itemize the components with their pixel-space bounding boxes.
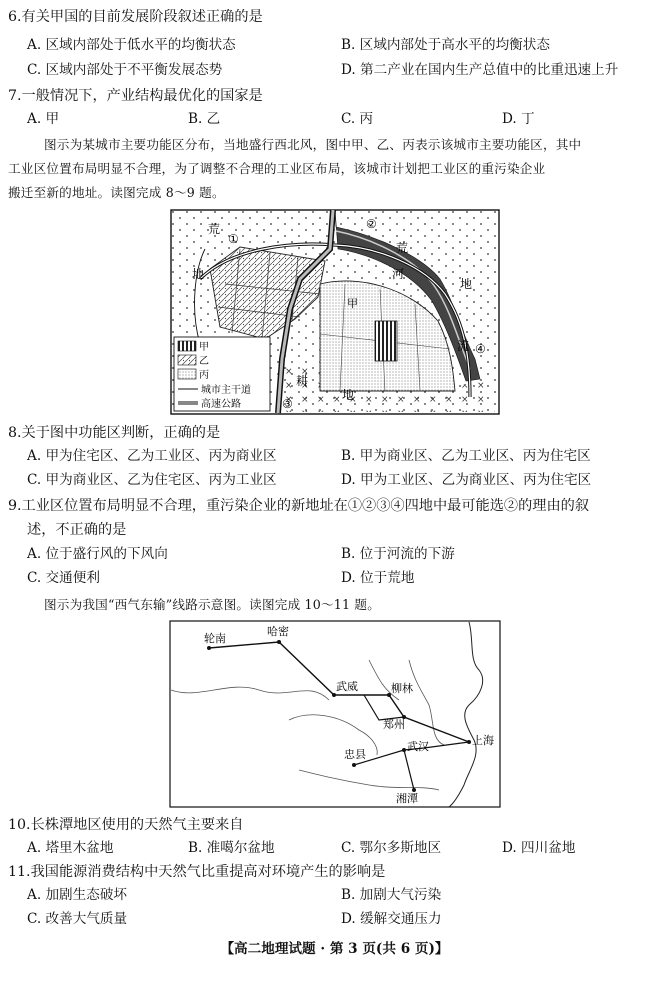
q7-option-d: D. 丁 xyxy=(502,111,535,127)
map1-label-di1: 地 xyxy=(192,267,205,281)
intro-8-9-line1: 图示为某城市主要功能区分布，当地盛行西北风，图中甲、乙、丙表示该城市主要功能区，其中 xyxy=(44,137,582,152)
q8-option-d: D. 甲为工业区、乙为商业区、丙为住宅区 xyxy=(341,472,592,488)
city-function-map xyxy=(170,209,500,415)
city-shanghai: 上海 xyxy=(472,734,494,747)
q8-option-c: C. 甲为商业区、乙为住宅区、丙为工业区 xyxy=(27,472,277,488)
map1-label-jia-center: 甲 xyxy=(347,297,358,310)
q10-stem: 10.长株潭地区使用的天然气主要来自 xyxy=(8,817,244,833)
map1-label-geng: 耕 xyxy=(296,374,309,388)
q8-option-a: A. 甲为住宅区、乙为工业区、丙为商业区 xyxy=(27,448,277,464)
q9-option-a: A. 位于盛行风的下风向 xyxy=(27,546,168,562)
city-zhengzhou: 郑州 xyxy=(383,718,405,731)
q10-option-b: B. 准噶尔盆地 xyxy=(188,840,275,856)
q8-stem: 8.关于图中功能区判断，正确的是 xyxy=(8,425,221,441)
city-xiangtan: 湘潭 xyxy=(396,792,418,805)
city-wuwei: 武威 xyxy=(336,680,358,693)
legend-road: 城市主干道 xyxy=(201,385,251,396)
q7-option-a: A. 甲 xyxy=(27,111,60,127)
city-liulin: 柳林 xyxy=(391,682,413,695)
map1-marker-4: ④ xyxy=(475,342,486,356)
q9-option-c: C. 交通便利 xyxy=(27,570,100,586)
city-zhongxian: 忠县 xyxy=(344,748,366,761)
q8-option-b: B. 甲为商业区、乙为工业区、丙为住宅区 xyxy=(341,448,591,464)
city-lunnan: 轮南 xyxy=(204,632,226,645)
intro-8-9-line3: 搬迁至新的地址。读图完成 8～9 题。 xyxy=(8,185,225,200)
q9-stem-line1: 9.工业区位置布局明显不合理，重污染企业的新地址在①②③④四地中最可能选②的理由的叙 xyxy=(8,498,590,514)
intro-8-9-line2: 工业区位置布局明显不合理，为了调整不合理的工业区布局，该城市计划把工业区的重污染企业 xyxy=(8,161,546,176)
q10-option-a: A. 塔里木盆地 xyxy=(27,840,114,856)
city-wuhan: 武汉 xyxy=(407,740,429,753)
map1-marker-2: ② xyxy=(366,217,377,231)
q7-stem: 7.一般情况下，产业结构最优化的国家是 xyxy=(8,88,263,104)
q6-option-b: B. 区域内部处于高水平的均衡状态 xyxy=(341,37,550,53)
map1-marker-1: ① xyxy=(228,232,239,246)
map1-label-huang1: 荒 xyxy=(208,222,221,236)
legend-highway: 高速公路 xyxy=(201,399,241,410)
map1-label-di3: 地 xyxy=(342,388,355,402)
map1-label-he: 河 xyxy=(392,267,405,281)
q11-option-d: D. 缓解交通压力 xyxy=(341,911,442,927)
city-hami: 哈密 xyxy=(267,625,289,638)
legend-bing: 丙 xyxy=(199,370,209,381)
page-footer: 【高二地理试题 · 第 3 页(共 6 页)】 xyxy=(220,941,449,957)
q7-option-c: C. 丙 xyxy=(341,111,374,127)
q11-option-b: B. 加剧大气污染 xyxy=(341,887,442,903)
q9-option-b: B. 位于河流的下游 xyxy=(341,546,455,562)
q6-option-d: D. 第二产业在国内生产总值中的比重迅速上升 xyxy=(341,62,619,78)
q10-option-c: C. 鄂尔多斯地区 xyxy=(341,840,442,856)
q9-option-d: D. 位于荒地 xyxy=(341,570,415,586)
q11-stem: 11.我国能源消费结构中天然气比重提高对环境产生的影响是 xyxy=(8,864,386,880)
q6-option-c: C. 区域内部处于不平衡发展态势 xyxy=(27,62,223,78)
q6-option-a: A. 区域内部处于低水平的均衡状态 xyxy=(27,37,236,53)
q9-stem-line2: 述，不正确的是 xyxy=(27,522,127,538)
map1-label-di2: 地 xyxy=(460,277,473,291)
q11-option-c: C. 改善大气质量 xyxy=(27,911,128,927)
map1-marker-3: ③ xyxy=(282,397,293,411)
q7-option-b: B. 乙 xyxy=(188,111,221,127)
west-east-gas-map xyxy=(169,620,501,808)
legend-jia: 甲 xyxy=(199,342,209,353)
q10-option-d: D. 四川盆地 xyxy=(502,840,576,856)
legend-yi: 乙 xyxy=(199,356,209,367)
map1-label-huang2: 荒 xyxy=(396,241,409,255)
q11-option-a: A. 加剧生态破坏 xyxy=(27,887,128,903)
intro-10-11: 图示为我国“西气东输”线路示意图。读图完成 10～11 题。 xyxy=(44,597,380,612)
map1-label-liu: 流 xyxy=(457,339,470,353)
q6-stem: 6.有关甲国的目前发展阶段叙述正确的是 xyxy=(8,9,263,25)
